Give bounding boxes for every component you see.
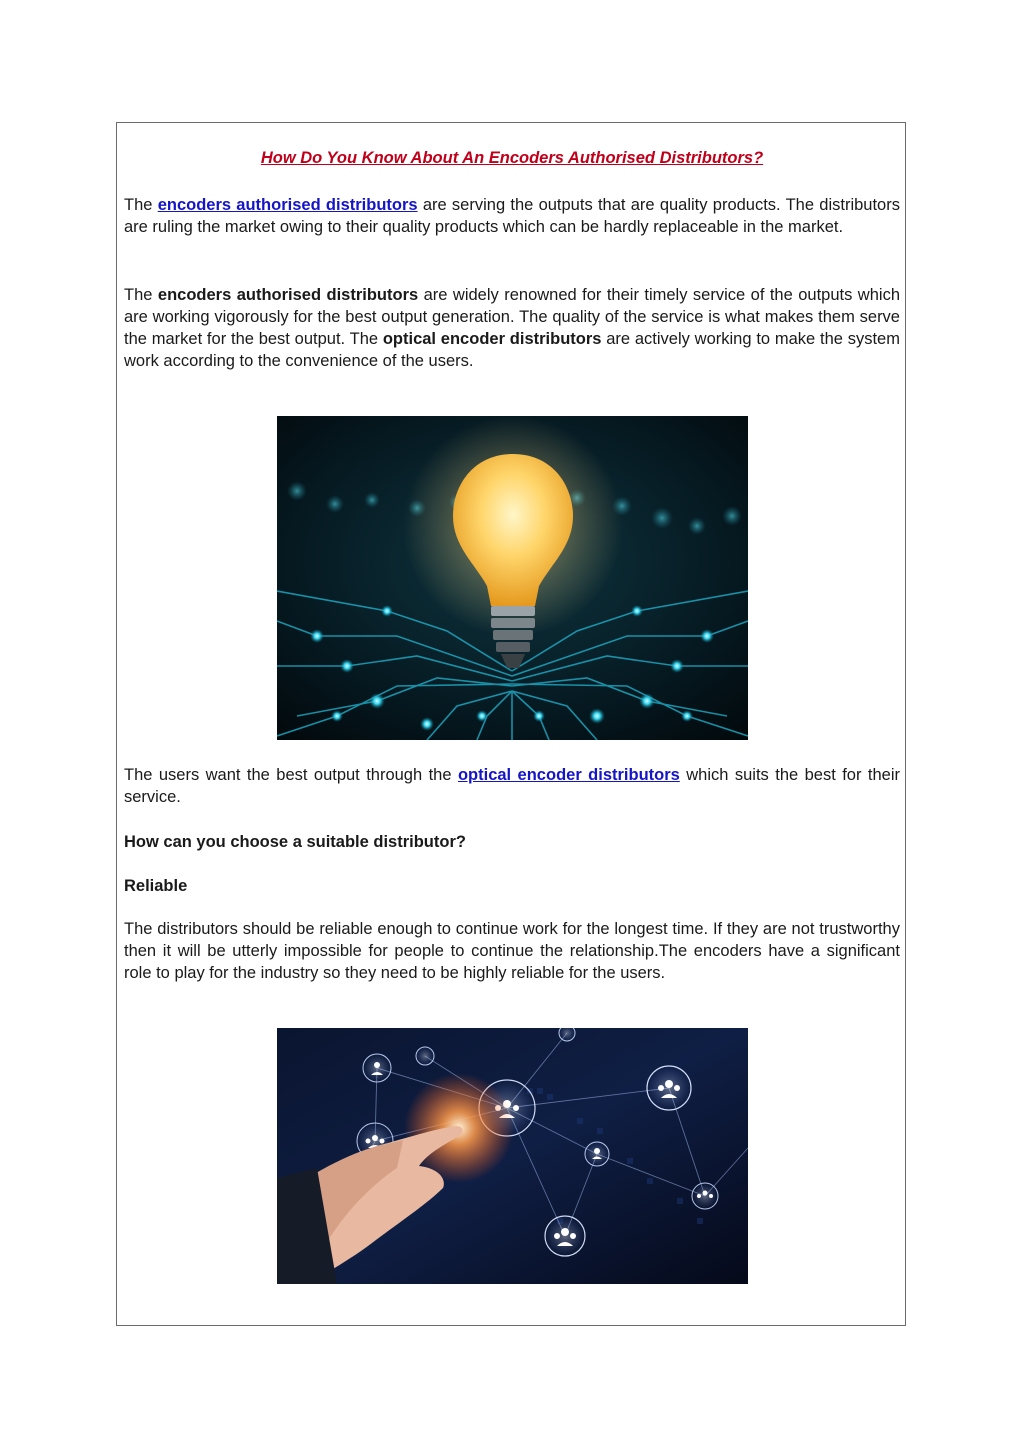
bold-term: encoders authorised distributors (157, 286, 419, 304)
text: are widely renowned for their timely service of the outputs which are working vigorously for the best output generation. The quality of the service is what makes them serve the market for the best output. The (124, 286, 900, 348)
optical-encoder-distributors-link[interactable]: optical encoder distributors (457, 766, 680, 784)
text: The (124, 286, 158, 304)
paragraph-reliable: The distributors should be reliable enough to continue work for the longest time. If they are not trustworthy then it will be utterly impossible for people to continue the relationship.The encoders have a significant role to play for the industry so they need to be highly reliable for the users. (124, 920, 900, 982)
paragraph-renowned (124, 284, 900, 372)
text: are serving the outputs that are quality products. The distributors are ruling the market owing to their quality products which can be hardly replaceable in the market. (124, 196, 900, 236)
encoders-distributors-link[interactable]: encoders authorised distributors (157, 196, 418, 214)
paragraph-intro (124, 194, 900, 238)
document-title: How Do You Know About An Encoders Authorised Distributors? (260, 149, 764, 167)
lightbulb-image (277, 416, 748, 740)
text: The users want the best output through the (124, 766, 458, 784)
paragraph-users (124, 764, 900, 808)
bold-term: optical encoder distributors (382, 330, 602, 348)
section-heading-reliable: Reliable (124, 877, 188, 895)
network-hand-image (277, 1028, 748, 1284)
text: The (124, 196, 158, 214)
text: which suits the best for their service. (124, 766, 900, 806)
section-heading-choose: How can you choose a suitable distributor? (124, 833, 466, 851)
text: are actively working to make the system work according to the convenience of the users. (124, 330, 900, 370)
